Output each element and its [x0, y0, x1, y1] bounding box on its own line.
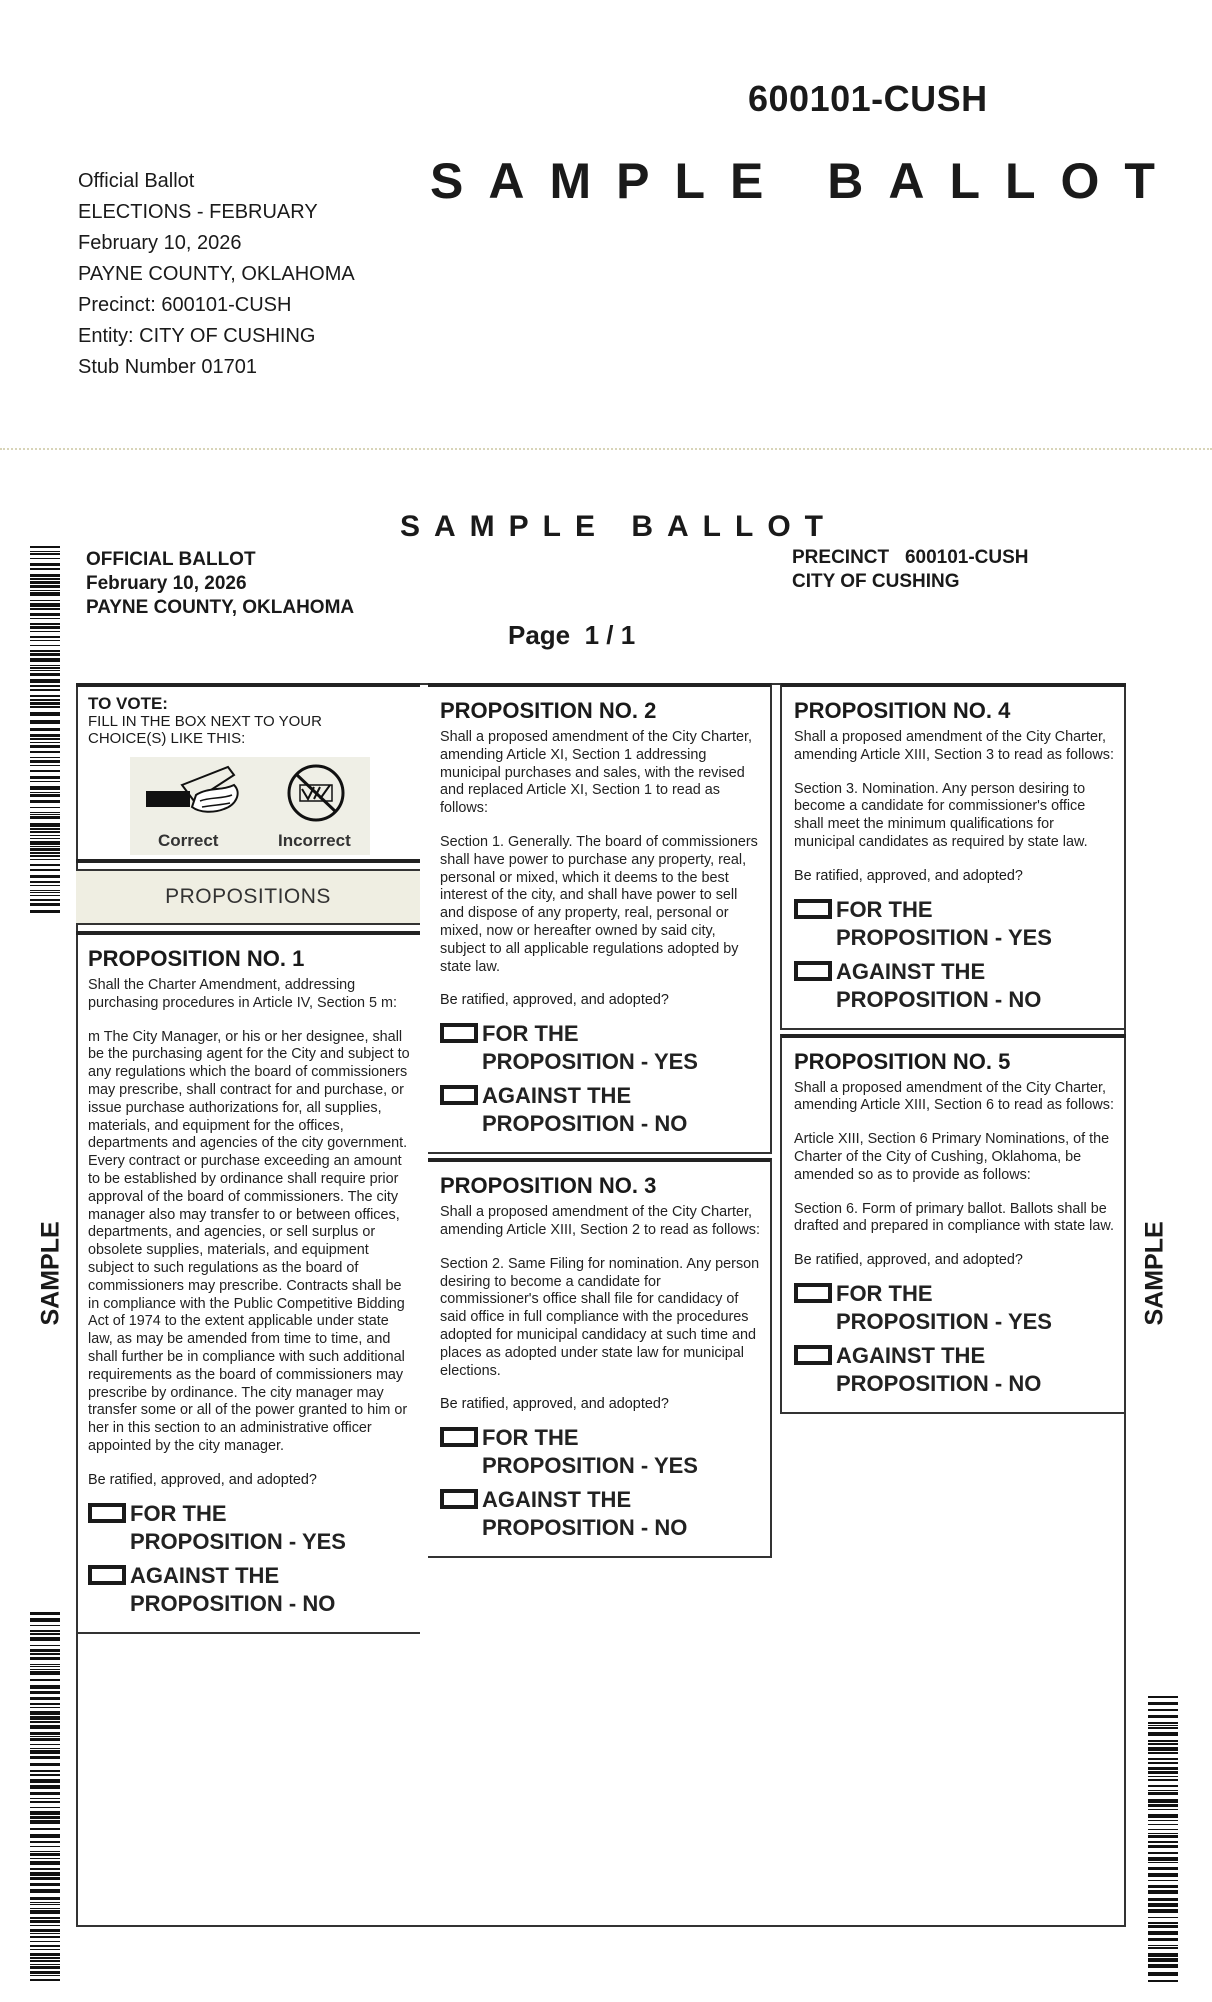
- vote-box[interactable]: [440, 1489, 478, 1509]
- proposition-question: Be ratified, approved, and adopted?: [794, 1252, 1023, 1269]
- proposition-text: [440, 729, 760, 976]
- barcode-right-bottom: [1148, 1696, 1178, 1984]
- vote-box[interactable]: [88, 1503, 126, 1523]
- header-line: PRECINCT 600101-CUSH: [792, 547, 1029, 568]
- proposition-5: [780, 1034, 1126, 1414]
- vote-box[interactable]: [794, 961, 832, 981]
- stub-line: Precinct: 600101-CUSH: [78, 294, 292, 316]
- proposition-1: [76, 931, 420, 1634]
- stub-line: Entity: CITY OF CUSHING: [78, 325, 316, 347]
- vote-option-yes[interactable]: [794, 1280, 1116, 1336]
- header-line: CITY OF CUSHING: [792, 571, 960, 592]
- vote-box[interactable]: [440, 1023, 478, 1043]
- side-label-left: SAMPLE: [36, 1221, 65, 1326]
- vote-option-label: AGAINST THE PROPOSITION - NO: [836, 1342, 1042, 1396]
- barcode-left-top: [30, 546, 60, 914]
- vote-box[interactable]: [794, 899, 832, 919]
- ballot-column-3: [780, 683, 1126, 1414]
- correct-label: Correct: [158, 831, 219, 850]
- perforation-line: [0, 448, 1212, 450]
- marking-example: [130, 757, 370, 855]
- ballot-column-2: [428, 683, 772, 1558]
- vote-option-label: FOR THE PROPOSITION - YES: [482, 1021, 698, 1075]
- vote-option-yes[interactable]: [440, 1424, 760, 1480]
- voting-instructions: [76, 683, 420, 863]
- vote-option-no[interactable]: [440, 1486, 760, 1542]
- header-line: OFFICIAL BALLOT: [86, 549, 256, 570]
- stub-line: ELECTIONS - FEBRUARY: [78, 201, 318, 223]
- header-line: PAYNE COUNTY, OKLAHOMA: [86, 597, 355, 618]
- vote-option-label: AGAINST THE PROPOSITION - NO: [130, 1562, 336, 1616]
- proposition-2: [428, 683, 772, 1154]
- proposition-paragraph: m The City Manager, or his or her designee, shall be the purchasing agent for the City and subject to any regulations which the board of commissioners may prescribe, shall contract for and purchase, or issue purchase authorizations for, all supplies, materials, and equipment for the offices, departments and agencies of the city government. Every contract or purchase exceeding an amount to be established by ordinance shall require prior approval of the board of commissioners. The city manager also may transfer to or between offices, departments, and agencies, or sell surplus or obsolete supplies, materials, and equipment subject to such regulations as the board of commissioners may prescribe. Contracts shall be in compliance with the Public Competitive Bidding Act of 1974 to the extent applicable under state law, as may be amended from time to time, and shall further be in compliance with such additional requirements as the board of commissioners may prescribe by ordinance. The city manager may transfer some or all of the power granted to him or her in this section to an administrative officer appointed by the city manager.: [88, 1028, 410, 1454]
- vote-option-label: AGAINST THE PROPOSITION - NO: [482, 1083, 688, 1137]
- proposition-paragraph: Shall a proposed amendment of the City Charter, amending Article XI, Section 1 addressing municipal purchases and sales, with the revised and replaced Article XI, Section 1 to read as follows:: [440, 729, 752, 817]
- proposition-question: Be ratified, approved, and adopted?: [88, 1471, 317, 1488]
- vote-box[interactable]: [794, 1345, 832, 1365]
- vote-option-no[interactable]: [794, 1342, 1116, 1398]
- proposition-4: [780, 683, 1126, 1030]
- proposition-paragraph: Section 6. Form of primary ballot. Ballots shall be drafted and prepared in compliance with state law.: [794, 1200, 1114, 1235]
- instructions-text: FILL IN THE BOX NEXT TO YOUR CHOICE(S) LIKE THIS:: [88, 713, 322, 747]
- stub-precinct-code: 600101-CUSH: [748, 78, 988, 119]
- proposition-text: [440, 1204, 760, 1380]
- proposition-paragraph: Section 3. Nomination. Any person desiring to become a candidate for commissioner's office shall meet the minimum qualifications for municipal candidates as required by state law.: [794, 780, 1088, 850]
- stub-line: PAYNE COUNTY, OKLAHOMA: [78, 263, 355, 285]
- header-line: February 10, 2026: [86, 573, 247, 594]
- ballot-title: SAMPLE BALLOT: [400, 510, 837, 543]
- incorrect-mark-icon: [284, 761, 348, 825]
- side-label-right: SAMPLE: [1140, 1221, 1169, 1326]
- ballot-column-1: [76, 683, 420, 1634]
- proposition-question: Be ratified, approved, and adopted?: [440, 1396, 669, 1413]
- vote-option-no[interactable]: [794, 958, 1116, 1014]
- vote-option-no[interactable]: [88, 1562, 410, 1618]
- proposition-paragraph: Article XIII, Section 6 Primary Nominations, of the Charter of the City of Cushing, Oklahoma, be amended so as to provide as follows:: [794, 1131, 1110, 1183]
- proposition-paragraph: Shall the Charter Amendment, addressing purchasing procedures in Article IV, Section 5 m:: [88, 977, 398, 1011]
- proposition-title: PROPOSITION NO. 1: [88, 946, 305, 971]
- ballot-header-right: [792, 546, 1029, 594]
- vote-option-yes[interactable]: [440, 1020, 760, 1076]
- vote-box[interactable]: [440, 1085, 478, 1105]
- correct-mark-icon: [138, 761, 258, 831]
- vote-option-yes[interactable]: [88, 1500, 410, 1556]
- stub-line: February 10, 2026: [78, 232, 242, 254]
- proposition-question: Be ratified, approved, and adopted?: [794, 867, 1023, 884]
- vote-box[interactable]: [88, 1565, 126, 1585]
- proposition-title: PROPOSITION NO. 4: [794, 698, 1011, 723]
- vote-option-yes[interactable]: [794, 896, 1116, 952]
- page-number: Page 1 / 1: [508, 620, 636, 650]
- vote-option-label: FOR THE PROPOSITION - YES: [836, 1280, 1052, 1334]
- proposition-text: [794, 1080, 1116, 1237]
- vote-option-label: FOR THE PROPOSITION - YES: [836, 896, 1052, 950]
- vote-box[interactable]: [440, 1427, 478, 1447]
- ballot-header-left: [86, 548, 354, 620]
- propositions-banner: PROPOSITIONS: [76, 869, 420, 925]
- proposition-paragraph: Shall a proposed amendment of the City Charter, amending Article XIII, Section 2 to read as follows:: [440, 1204, 760, 1238]
- proposition-3: [428, 1158, 772, 1558]
- proposition-paragraph: Shall a proposed amendment of the City Charter, amending Article XIII, Section 6 to read as follows:: [794, 1079, 1114, 1114]
- vote-box[interactable]: [794, 1283, 832, 1303]
- stub-info: [78, 166, 355, 383]
- proposition-title: PROPOSITION NO. 5: [794, 1048, 1011, 1074]
- vote-option-label: FOR THE PROPOSITION - YES: [130, 1500, 346, 1554]
- proposition-question: Be ratified, approved, and adopted?: [440, 992, 669, 1009]
- vote-option-label: FOR THE PROPOSITION - YES: [482, 1425, 698, 1479]
- vote-option-label: AGAINST THE PROPOSITION - NO: [482, 1487, 688, 1541]
- proposition-paragraph: Section 1. Generally. The board of commissioners shall have power to purchase any property, real, personal or mixed, which it deems to the best interest of the city, and shall have power to sell and dispose of any property, real, personal or mixed, now or hereafter owned by said city, subject to all applicable regulations adopted by state law.: [440, 833, 758, 975]
- proposition-text: [88, 977, 410, 1456]
- proposition-paragraph: Section 2. Same Filing for nomination. Any person desiring to become a candidate for commissioner's office shall file for candidacy of said office in full compliance with the procedures adopted for municipal candidacy at such time and places as adopted under state law for municipal elections.: [440, 1255, 760, 1379]
- vote-option-no[interactable]: [440, 1082, 760, 1138]
- stub-line: Stub Number 01701: [78, 356, 258, 378]
- proposition-title: PROPOSITION NO. 3: [440, 1173, 657, 1199]
- instructions-heading: TO VOTE:: [88, 694, 168, 713]
- proposition-title: PROPOSITION NO. 2: [440, 698, 657, 723]
- proposition-paragraph: Shall a proposed amendment of the City Charter, amending Article XIII, Section 3 to read as follows:: [794, 729, 1114, 763]
- vote-option-label: AGAINST THE PROPOSITION - NO: [836, 958, 1042, 1012]
- incorrect-label: Incorrect: [278, 831, 351, 850]
- stub-line: Official Ballot: [78, 170, 195, 192]
- barcode-left-bottom: [30, 1612, 60, 1982]
- proposition-text: [794, 729, 1116, 852]
- stub-title: SAMPLE BALLOT: [430, 153, 1180, 209]
